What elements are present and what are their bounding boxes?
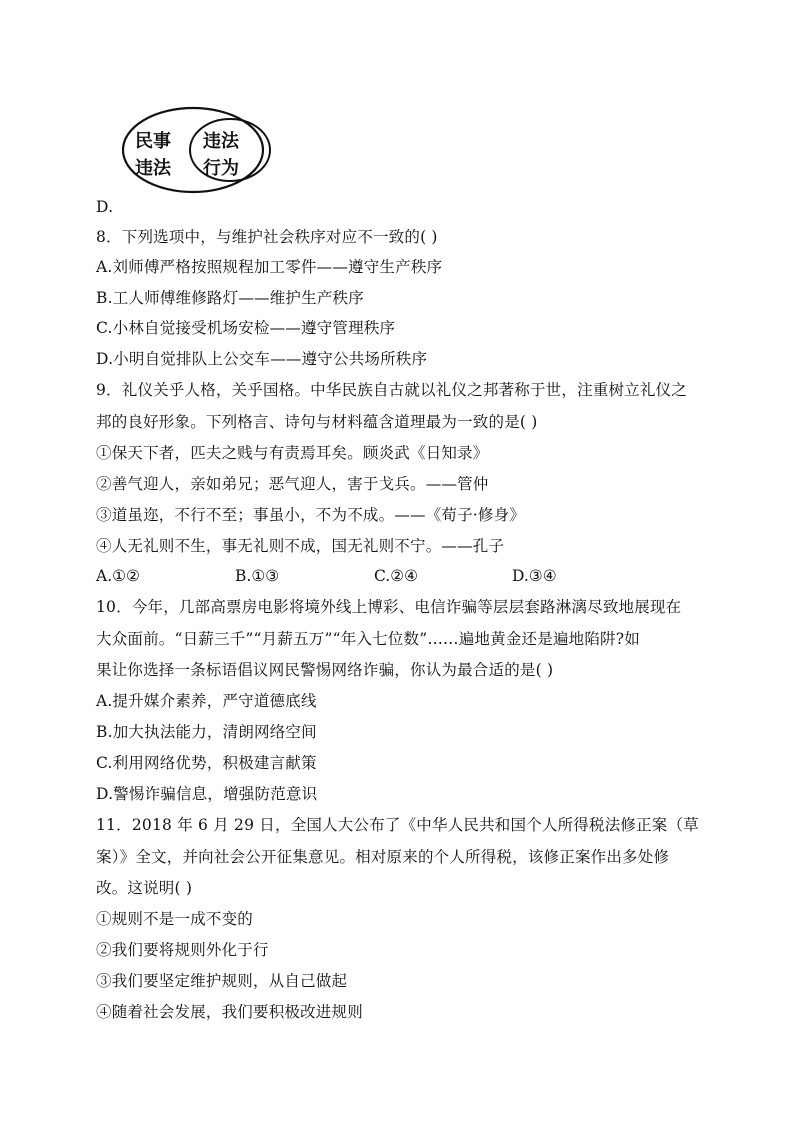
q11-stem-line2: 案）》全文，并向社会公开征集意见。相对原来的个人所得税，该修正案作出多处修 [96,848,670,866]
q9-option-d: D.③④ [512,567,557,585]
q11-item-2: ②我们要将规则外化于行 [96,941,269,959]
q10-stem-line2: 大众面前。“日薪三千”“月薪五万”“年入七位数”……遍地黄金还是遍地陷阱?如 [96,630,640,648]
q9-item-2: ②善气迎人，亲如弟兄；恶气迎人，害于戈兵。——管仲 [96,475,489,493]
q9-option-a: A.①② [96,567,140,585]
q9-stem-line2: 邦的良好形象。下列格言、诗句与材料蕴含道理最为一致的是( ) [96,413,538,431]
q8-option-d: D.小明自觉排队上公交车——遵守公共场所秩序 [96,350,428,368]
q8-stem: 8．下列选项中，与维护社会秩序对应不一致的( ) [96,228,438,246]
q8-option-c: C.小林自觉接受机场安检——遵守管理秩序 [96,319,396,337]
q9-stem-line1: 9．礼仪关乎人格，关乎国格。中华民族自古就以礼仪之邦著称于世，注重树立礼仪之 [96,381,687,399]
q9-option-c: C.②④ [374,567,419,585]
q11-item-4: ④随着社会发展，我们要积极改进规则 [96,1003,363,1021]
q10-stem-line3: 果让你选择一条标语倡议网民警惕网络诈骗，你认为最合适的是( ) [96,661,554,679]
q10-option-c: C.利用网络优势，积极建言献策 [96,754,317,772]
outer-label-line1: 民事 [135,131,171,152]
q11-item-1: ①规则不是一成不变的 [96,910,254,928]
q10-option-d: D.警惕诈骗信息，增强防范意识 [96,785,318,803]
outer-label-line2: 违法 [135,158,171,179]
q9-option-b: B.①③ [235,567,280,585]
q9-item-4: ④人无礼则不生，事无礼则不成，国无礼则不宁。——孔子 [96,537,505,555]
q9-item-3: ③道虽迩，不行不至；事虽小，不为不成。——《荀子·修身》 [96,506,526,524]
q10-stem-line1: 10．今年，几部高票房电影将境外线上博彩、电信诈骗等层层套路淋漓尽致地展现在 [96,598,682,616]
q8-option-a: A.刘师傅严格按照规程加工零件——遵守生产秩序 [96,258,443,276]
q9-options [96,566,696,586]
q7-option-d-label: D. [96,198,114,216]
q9-item-1: ①保天下者，匹夫之贱与有责焉耳矣。顾炎武《日知录》 [96,444,489,462]
inner-label-line2: 行为 [203,158,239,179]
venn-diagram [120,105,280,195]
q11-stem-line1: 11．2018 年 6 月 29 日，全国人大公布了《中华人民共和国个人所得税法修正案（草 [96,816,699,834]
q10-option-a: A.提升媒介素养，严守道德底线 [96,692,317,710]
q11-item-3: ③我们要坚定维护规则，从自己做起 [96,972,348,990]
q11-stem-line3: 改。这说明( ) [96,879,193,897]
q8-option-b: B.工人师傅维修路灯——维护生产秩序 [96,289,364,307]
q10-option-b: B.加大执法能力，清朗网络空间 [96,723,317,741]
inner-label-line1: 违法 [203,131,239,152]
